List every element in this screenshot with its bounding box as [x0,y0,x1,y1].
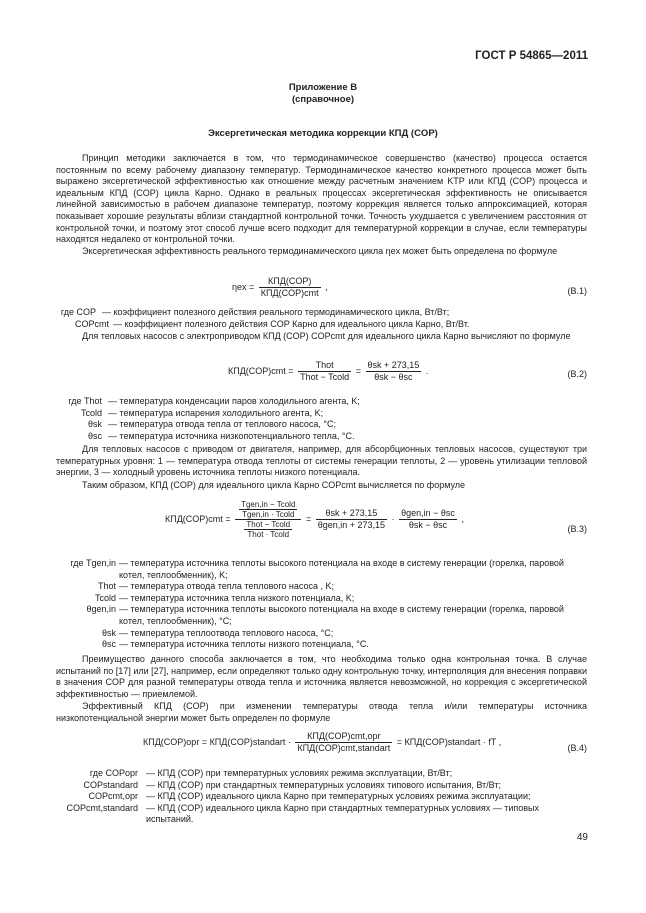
definitions-b1 [56,307,587,330]
def-thetask-text: — температура отвода тепла от теплового насоса, °С; [108,419,337,430]
def-copcmtstd-symbol: COPcmt,standard [66,802,138,813]
def-thot2-text: — температура отвода тепла теплового насоса , K; [119,581,334,592]
equation-b3 [165,500,464,539]
def2-symbol: COPcmt [74,318,109,329]
definitions-b2 [56,396,587,442]
def-thetasc-symbol: θsc [87,430,102,441]
eq2-label: (В.2) [567,369,587,379]
equation-b4 [143,731,501,754]
paragraph-effective: Эффективный КПД (COP) при изменении температуры отвода тепла и/или температуры источника низкопотенциальной энергии может быть определен по формуле [56,701,587,723]
def1-symbol: где COP [60,307,96,317]
eq4-denominator: КПД(COP)cmt,standart [297,743,391,753]
paragraph-engine-hp: Для тепловых насосов с приводом от двигателя, например, для абсорбционных тепловых насосов, существуют три температурных уровня: 1 — температура отвода теплоты от системы генерации теплоты, 2 — уровень утилизации тепловой энергии, 3 — холодный уровень источника теплоты низкого потенциала. [56,444,587,478]
eq3-upper-numerator: Tgen,in − Tcold [241,500,296,509]
page-number: 49 [576,832,588,843]
eq2-lhs: КПД(COP)cmt = [228,365,294,376]
appendix-title: Приложение В [288,82,358,93]
def-tcold2-text: — температура источника тепла низкого потенциала, K; [119,592,355,603]
document-header: ГОСТ Р 54865—2011 [475,50,588,62]
definitions-b3 [56,558,587,651]
def-thetask2-symbol: θsk [101,627,116,638]
eq2-denominator-2: θsk − θsc [374,372,413,382]
appendix-subtitle: (справочное) [291,94,355,105]
def-copcmtstd-text: — КПД (COP) идеального цикла Карно при стандартных температурных условиях — типовых испытаний. [146,802,540,825]
def-tgen-text: — температура источника теплоты высокого потенциала на входе в систему генерации (горелка, паровой котел, теплообменник), K; [119,558,564,580]
equation-b2 [228,360,428,383]
def-copopr-symbol: где COPopr [89,768,138,778]
eq1-tail: , [325,281,328,292]
paragraph-thus: Таким образом, КПД (COP) для идеального цикла Карно COPcmt вычисляется по формуле [82,480,466,490]
eq3-c-numerator: θsk + 273,15 [316,508,387,520]
eq3-lower-denominator: Thot · Tcold [247,530,290,539]
eq4-rhs: = КПД(COP)standart · fT , [396,736,502,747]
eq3-upper-fraction [239,500,297,519]
eq3-lower-fraction [244,520,292,539]
def-tcold-text: — температура испарения холодильного агента, K; [108,407,324,418]
def-tcold-symbol: Tcold [80,407,102,418]
def-copcmtopr-text: — КПД (COP) идеального цикла Карно при температурных условиях режима эксплуатации; [146,791,531,802]
equation-b1 [232,276,328,299]
def-copcmtopr-symbol: COPcmt,opr [88,791,138,802]
def-tgen-symbol: где Tgen,in [70,558,116,568]
eq3-upper-denominator: Tgen,in · Tcold [242,510,295,519]
def1-text: — коэффициент полезного действия реального термодинамического цикла, Вт/Вт; [102,307,450,317]
paragraph-electric-hp: Для тепловых насосов с электроприводом КПД (COP) COPcmt для идеального цикла Карно вычисляют по формуле [82,331,571,341]
def-copstd-text: — КПД (COP) при стандартных температурных условиях типового испытания, Вт/Вт; [146,779,501,790]
paragraph-principle: Принцип методики заключается в том, что термодинамическое совершенство (качество) процесса остается постоянным по всему рабочему диапазону температур. Термодинамическое качество конкретного процесса может быть выражено эксергетической эффективностью как отношение между расчетным значением KTP или КПД (COP) процесса и идеальным КПД (COP) цикла Карно. Однако в реальных процессах эксергетическая эффективность не описывается линейной зависимостью в рабочем диапазоне температур, поэтому коррекция является только аппроксимацией, которая показывает хорошие результаты вблизи стандартной контрольной точки. Точность ухудшается с увеличением расстояния от контрольной точки, и поэтому этот способ лучше всего подходит для температурной коррекции в случае, если температуры находятся недалеко от контрольной точки. [56,153,587,245]
def-thot-text: — температура конденсации паров холодильного агента, K; [108,396,360,406]
def-tcold2-symbol: Tcold [94,592,116,603]
def-thetask-symbol: θsk [87,419,102,430]
eq4-numerator: КПД(COP)cmt,opr [295,731,392,743]
eq3-d-numerator: θgen,in − θsc [401,508,455,518]
eq1-fraction [259,276,321,299]
eq3-dot: · [391,513,395,524]
def-thot2-symbol: Thot [97,581,116,592]
eq4-label: (В.4) [567,743,587,753]
eq3-upper [235,500,301,520]
eq4-lhs: КПД(COP)opr = КПД(COP)standart · [143,736,291,747]
eq4-fraction [295,731,392,754]
def-thetasc-text: — температура источника низкопотенциального тепла, °С. [108,430,355,441]
eq1-denominator: КПД(COP)cmt [260,288,319,298]
def-thetask2-text: — температура теплоотвода теплового насоса, °С; [119,627,334,638]
eq3-compound-fraction [235,500,301,539]
eq3-fraction-c [316,508,387,531]
eq3-lower-numerator: Thot − Tcold [246,520,291,529]
eq3-fraction-d [399,508,457,531]
eq1-lhs: ηex = [232,281,255,292]
eq2-denominator-1: Thot − Tcold [300,372,350,382]
def-thetasc2-text: — температура источника теплоты низкого потенциала, °С. [119,639,369,650]
def-thetasc2-symbol: θsc [101,639,116,650]
eq3-c-denominator: θgen,in + 273,15 [317,520,386,530]
definitions-b4 [56,768,587,826]
eq3-label: (В.3) [567,524,587,534]
eq3-d-denominator: θsk − θsc [408,520,448,530]
eq2-fraction-2 [366,360,422,383]
eq2-numerator-2: θsk + 273,15 [367,360,420,370]
eq1-label: (В.1) [567,286,587,296]
def-thetagen-text: — температура источника теплоты высокого потенциала на входе в систему генерации (горелка, паровой котел, теплообменник), °С; [119,604,564,626]
def-copstd-symbol: COPstandard [83,779,138,790]
eq3-tail: , [461,513,464,524]
eq2-tail: . [425,365,429,376]
section-title: Эксергетическая методика коррекции КПД (COP) [208,128,438,139]
eq3-lhs: КПД(COP)cmt = [165,513,231,524]
eq3-lower [235,520,301,539]
paragraph-advantage: Преимущество данного способа заключается в том, что необходима только одна контрольная точка. В случае испытаний по [17] или [27], например, если определяют только одну контрольную точку, интерполяция для внесения поправки в значения COP для разной температуры отвода тепла и источника является невозможной, но коррекция с эксергетической эффективностью — приемлемой. [56,654,587,699]
eq2-fraction-1 [298,360,351,383]
eq1-numerator: КПД(COP) [259,276,321,288]
eq2-equals: = [355,365,361,376]
eq2-numerator-1: Thot [298,360,351,372]
def-copopr-text: — КПД (COP) при температурных условиях режима эксплуатации, Вт/Вт; [146,768,453,778]
paragraph-exergy-intro: Эксергетическая эффективность реального термодинамического цикла ηex может быть определена по формуле [82,246,558,256]
def-thetagen-symbol: θgen,in [86,604,116,615]
def2-text: — коэффициент полезного действия COP Карно для идеального цикла Карно, Вт/Вт. [113,318,470,329]
def-thot-symbol: где Thot [68,396,102,406]
eq3-equals: = [305,513,312,524]
